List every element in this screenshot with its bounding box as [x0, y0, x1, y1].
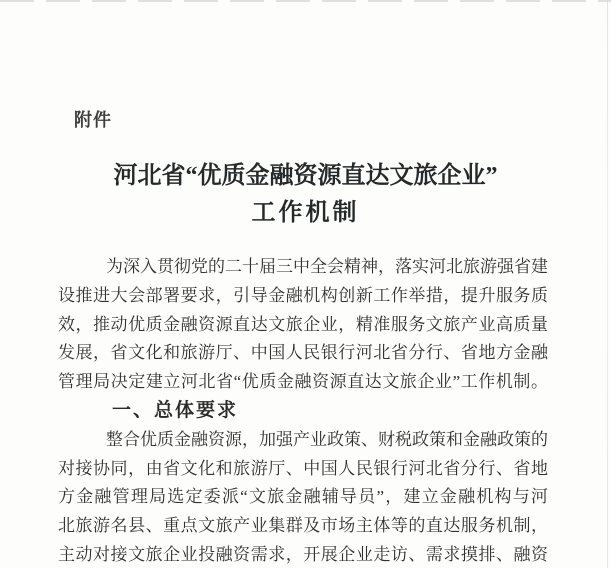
scan-artifact-top-line — [0, 0, 611, 2]
body-text-line: 设推进大会部署要求，引导金融机构创新工作举措，提升服务质 — [58, 285, 548, 305]
body-text-line: 效，推动优质金融资源直达文旅企业，精准服务文旅产业高质量 — [58, 314, 548, 334]
body-text-line: 为深入贯彻党的二十届三中全会精神，落实河北旅游强省建 — [106, 257, 548, 276]
document-body — [58, 253, 548, 568]
section-heading: 一、总体要求 — [112, 399, 239, 421]
body-text-line: 发展，省文化和旅游厅、中国人民银行河北省分行、省地方金融 — [58, 343, 548, 363]
body-text-line: 方金融管理局选定委派“文旅金融辅导员”，建立金融机构与河 — [58, 487, 548, 507]
body-text-line: 北旅游名县、重点文旅产业集群及市场主体等的直达服务机制， — [58, 516, 548, 536]
body-text-line: 主动对接文旅企业投融资需求，开展企业走访、需求摸排、融资 — [58, 544, 548, 564]
document-title-line1: 河北省“优质金融资源直达文旅企业” — [113, 163, 498, 189]
attachment-label: 附件 — [74, 110, 112, 130]
body-text-line: 对接协同，由省文化和旅游厅、中国人民银行河北省分行、省地 — [58, 458, 548, 478]
body-text-line: 整合优质金融资源，加强产业政策、财税政策和金融政策的 — [106, 429, 548, 449]
scan-artifact-right-line — [607, 0, 608, 568]
document-title-line2: 工作机制 — [251, 200, 360, 226]
document-title — [0, 158, 611, 232]
body-text-line: 管理局决定建立河北省“优质金融资源直达文旅企业”工作机制。 — [58, 372, 548, 392]
